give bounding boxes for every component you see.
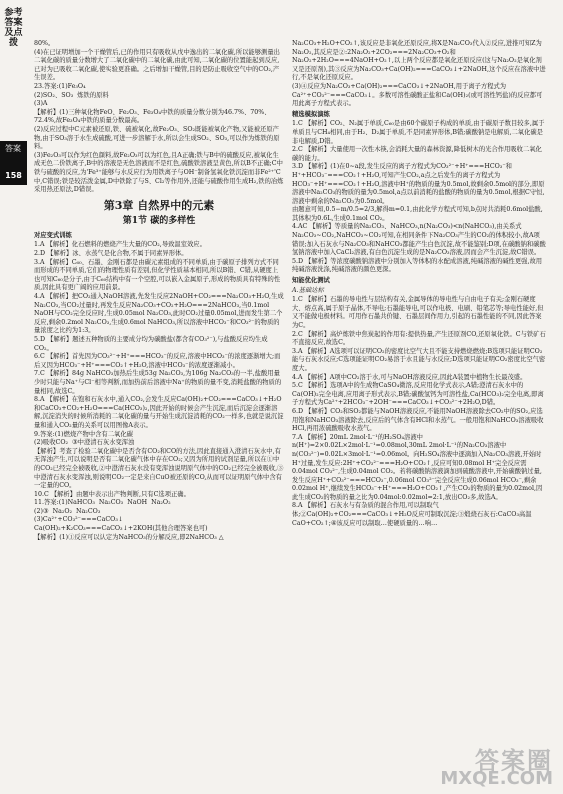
left-block-a [34, 40, 284, 195]
text-paragraph: 9.答案:(1)燃烧产物中含有二氧化碳 [34, 430, 133, 438]
watermark-logo [440, 747, 553, 789]
text-paragraph: 80%。 [34, 40, 55, 47]
right-block-b [292, 120, 546, 275]
page-number: 158 [5, 171, 22, 180]
right-heading-test: 知能优化测试 [292, 277, 330, 285]
text-paragraph: 7.A 【解析】20mL 2mol·L⁻¹的H₂SO₄溶液中n(H⁺)=2×0.02L×2mol·L⁻¹=0.08mol,30mL 2mol·L⁻¹的Na₂CO₃溶液中n(CO₃²⁻)=0.02L×3mol·L⁻¹=0.06mol。向H₂SO₄溶液中逐滴加入Na₂CO₃溶液,开始时H⁺过量,发生反应:2H⁺+CO₃²⁻===H₂O+CO₂↑,反应可知0.08mol H⁺完全反应需0.04mol CO₃²⁻,生成0.04mol CO₂。若将碳酸钠溶液滴加到硫酸溶液中,开始碳酸钠过量,发生反应H⁺+CO₃²⁻===HCO₃⁻,0.06mol CO₃²⁻完全反应生成0.06mol HCO₃⁻,剩余0.02mol H⁺,继续发生HCO₃⁻+H⁺===H₂O+CO₂↑,产生CO₂的物质的量为0.02mol,因此生成CO₂的物质的量之比为0.04mol:0.02mol=2:1,放出CO₂多,故选A。 [292, 433, 543, 501]
text-paragraph: (3)④反应为Na₂CO₃+Ca(OH)₂===CaCO₃↓+2NaOH,用于离子方程式为Ca²⁺+CO₃²⁻===CaCO₃↓。多数可溶性碳酸正盐和Ca(OH)₂(或可溶性钙盐)的反应都可用此离子方程式表示。 [292, 82, 543, 108]
right-subheading: A.基础达标 [292, 286, 324, 294]
text-paragraph: (3)A [34, 100, 48, 108]
text-paragraph: 10.C 【解析】由题中表示出产物判断,只有C选项正确。 [34, 490, 190, 498]
text-paragraph: 3.D 【解析】(1)在0~a段,发生反应的离子方程式为CO₃²⁻+H⁺===HCO₃⁻和H⁺+HCO₃⁻===CO₂↑+H₂O,可知产生CO₂,a点之后发生的离子方程式为HCO₃⁻+H⁺===CO₂↑+H₂O,溶液中H⁺的物质的量为0.5mol,故剩余0.5mol的部分,即原溶液中Na₂CO₃的物质的量为0.5mol,a点以前消耗的盐酸的物质的量为0.5mol,根据C守恒,溶液中剩余的Na₂CO₃为0.5mol。 [292, 163, 545, 205]
section-title: 第1节 碳的多样性 [122, 216, 196, 227]
text-paragraph: (2)③ Na₂O₂ Na₂CO₃ [34, 507, 101, 515]
text-paragraph: 【解析】(1)①反应可以认定为NaHCO₃的分解反应,即2NaHCO₃ △ [34, 533, 224, 541]
text-paragraph: 4.AC 【解析】等质量的Na₂CO₃、NaHCO₃,n(Na₂CO₃)<n(NaHCO₃),由关系式Na₂CO₃~CO₂,NaHCO₃~CO₂可知,在相同条件下Na₂CO₃产生的CO₂的体积较小,故A项错误;加入石灰水与Na₂CO₃和NaHCO₃都能产生白色沉淀,故不能鉴别;D项,在碳酸钠和碳酸氢钠溶液中加入CaCl₂溶液,有白色沉淀生成的是Na₂CO₃溶液,因而会产生沉淀,故C错误。 [292, 223, 546, 257]
text-paragraph: 2.C 【解析】大量使用一次性木筷,会消耗大量的森林资源,降低树木的光合作用吸收二氧化碳的能力。 [292, 146, 542, 162]
sidebar-top-label: 参考答案及点拨 [4, 8, 23, 48]
text-paragraph: 5.C 【解析】选项A中的生成物CaSO₄微溶,反应用化学式表示,A错;澄清石灰水中的Ca(OH)₂完全电离,应用离子形式表示,B错;碳酸氢钙为可溶性盐,Ca(HCO₃)₂完全电离,即离子方程式为Ca²⁺+2HCO₃⁻+2OH⁻===CaCO₃↓+CO₃²⁻+2H₂O,D错。 [292, 382, 544, 407]
text-paragraph: (3)Ca²⁺+CO₃²⁻===CaCO₃↓ [34, 516, 124, 524]
text-paragraph: 5.D 【解析】题述五种物质的主要成分均为碳酸盐(都含有CO₃²⁻),与盐酸反应均生成CO₂。 [34, 336, 268, 352]
text-paragraph: 由题意可知,0.5−m/0.5=2/3,解得m=0.1,由此化学方程式可知,b点时共消耗0.6mol盐酸,其体积为0.6L,生成0.1mol CO₂。 [292, 206, 543, 222]
text-paragraph: 2.D 【解析】冰、水蒸气是化合物,不属于同素异形体。 [34, 250, 188, 258]
text-paragraph: (4)在已证明增加一个干燥管后,已的作用只有吸收从戊中逸出的二氧化碳,所以能够测量出二氧化碳的质量分数增大了二氧化碳中的二氧化碳,由此可知,二氧化碳的位置能起到反应,已对为已吸收二氧化碳,使实验更准确。之后增加干燥管,目的是防止吸收空气中的CO₂,产生误差。 [34, 48, 280, 82]
text-paragraph: 6.D 【解析】CO₂和SO₂都能与NaOH溶液反应,不能用NaOH溶液除去CO₂中的SO₂,应选用饱和NaHCO₃溶液除去,反应后的气体含有HCl和水蒸气。一般用饱和NaHCO₃溶液吸收HCl,再用浓硫酸吸收水蒸气。 [292, 407, 544, 433]
left-block-b [34, 241, 284, 542]
text-paragraph: 【解析】考查了检验二氧化碳中是否含有CO₂和CO的方法,因此直接通入澄清石灰水中,有无浑浊产生,可以说明是否有二氧化碳气体中存在CO₂;又因为所用的试剂足量,所以在①中的CO₂已经完全被吸收,②中澄清石灰水没有变浑浊说明原气体中的CO₂已经完全被吸收,③中澄清石灰水变浑浊,则说明CO₂一定是来自CuO被还原的CO,从而可以证明原气体中含有一定量的CO。 [34, 447, 284, 490]
right-block-a [292, 40, 546, 109]
text-paragraph: (3)Fe₂O₃可以作为红色颜料,故Fe₂O₃可以为红色,且A正确;铁与B中的硫酸反应,被氧化生成无色二价铁离子,B中的溶液是无色溶液而不是红色,硫酸铁溶液呈黄色,所以B不正确;C中铁与硫酸的反应,为'Fe³⁺能够与水反应行为用铁离子与OH⁻制备氢氧化铁沉淀而非Fe²⁺'C中,C错误;铁是较活泼金属,D中铁除了与S、Cl₂等作用外,还能与硫酸作用生成H₂,铁的冶炼采用热还原法,D错误。 [34, 151, 284, 194]
watermark-line1: 答案圈 [475, 747, 553, 775]
text-paragraph: 5.D 【解析】等浓度碳酸钠溶液中分别加入等体积的水配成溶液,纯碱溶液的碱性更强,故用纯碱溶液洗涤,纯碱溶液的颜色更深。 [292, 257, 543, 274]
text-paragraph: (2)反应过程中C元素被还原,铁、硫被氧化,故Fe₂O₃、SO₂既能被氧化产物,又能被还原产物,由于SO₃溶于水生成硫酸,可进一步溶解于水,所以会生成SO₂、SO₃,可以作为炼铁的原料。 [34, 125, 280, 151]
text-paragraph: (2)SO₂、SO₃ 炼铁的原料 [34, 91, 109, 99]
text-paragraph: 4.A 【解析】把CO₂通入NaOH溶液,先发生反应2NaOH+CO₂===Na₂CO₃+H₂O,生成Na₂CO₃,当CO₂过量时,再发生反应Na₂CO₃+CO₂+H₂O===2NaHCO₃,当0.1mol NaOH与CO₂完全反应时,生成0.05mol Na₂CO₃,此时CO₂过量0.05mol,进而发生第二个反应,剩余0.2mol Na₂CO₃,生成0.6mol NaHCO₃,所以溶液中HCO₃⁻和CO₃²⁻的物质的量浓度之比约为1:3。 [34, 293, 284, 335]
text-paragraph: 23.答案:(1)Fe₃O₄ [34, 82, 86, 90]
text-paragraph: 6.C 【解析】首先因为CO₃²⁻+H⁺===HCO₃⁻的反应,溶液中HCO₃⁻的浓度逐渐增大;而后又因为HCO₃⁻+H⁺===CO₂↑+H₂O,溶液中HCO₃⁻的浓度逐渐减小。 [34, 353, 281, 369]
text-paragraph: 3.A 【解析】C₆₀、石墨、金刚石都是由碳元素组成的不同单质,由于碳原子排列方式不同而形成的不同单质,它们的物理性质有差别,但化学性质基本相同,所以B错、C错,从硬度上也可知C₆₀是分子,由于C₆₀结构中有一个空腔,可以嵌入金属原子,形成的物质具有特殊的性质,因此具有更广阔的应用前景。 [34, 258, 281, 292]
text-paragraph: 1.C 【解析】CO₂、N₂属于单质,C₆₀是由60个碳原子构成的单质,由于碳原子数目较多,属于单质且与CH₄相同,由于H₂、D₂属于单质,不是同素异形体,B错;碳酸钠是电解质,二氧化碳是非电解质,D错。 [292, 120, 545, 145]
text-paragraph: 8.A 【解析】石灰水与有杂质的混合作用,可以制取气体;②Ca(OH)₂+CO₂===CaCO₃↓+H₂O反应可制取沉淀;③煅烧石灰石:CaCO₃高温CaO+CO₂↑;④该反应可以制取…使硬质量的…响… [292, 502, 532, 527]
text-paragraph: (2)吸收CO₂ ③中澄清石灰水变浑浊 [34, 439, 135, 447]
answer-tab [0, 141, 27, 185]
right-column [292, 40, 546, 528]
text-paragraph: 11.答案:(1)NaHCO₃ Na₂CO₃ NaOH Na₂O₂ [34, 499, 171, 507]
text-paragraph: 8.A 【解析】在饱和石灰水中,通入CO₂,会发生反应Ca(OH)₂+CO₂===CaCO₃↓+H₂O和CaCO₃+CO₂+H₂O===Ca(HCO₃)₂,因此开始的时候会产生沉淀,而后沉淀会逐渐溶解,沉淀消失的时候所消耗的二氧化碳的量与开始生成沉淀消耗的CO₂一样多,也就是说沉淀量和通入CO₂量的关系可以用图像A表示。 [34, 396, 284, 429]
text-paragraph: Na₂CO₃+H₂O+CO₂↑,该反应是非氧化还原反应,将X是Na₂CO₃代入②反应,进推可知Z为Na₂O₂,其反应是②:2Na₂O₂+2CO₂===2Na₂CO₃+O₂和Na₂O₂+2H₂O===4NaOH+O₂↑,以上两个反应都是氧化还原反应(这与Na₂O₂是氧化剂又是还原剂),其③反应为Na₂CO₃+Ca(OH)₂===CaCO₃↓+2NaOH,这个反应在溶液中进行,不是氧化还原反应。 [292, 40, 546, 82]
text-paragraph: Ca(OH)₂+K₂CO₃===CaCO₃↓+2KOH(其他合理答案也可) [34, 525, 208, 533]
chapter-title: 第3章 自然界中的元素 [103, 198, 215, 212]
text-paragraph: 1.C 【解析】石墨的导电性与层结构有关,金属导体的导电性与自由电子有关;金刚石硬度大、熔点高,属于原子晶体,不导电;石墨能导电,可以作电极、电刷、铅笔芯等;导电性能好,但又不能做电极材料。可用作石墨共价键、石墨层间作用力,引起的石墨性能的不同,因此答案为C。 [292, 296, 544, 329]
text-paragraph: 7.C 【解析】84g NaHCO₃加热后生成53g Na₂CO₃,为106g Na₂CO₃的一半,盐酸用量少时只能与Na⁺与Cl⁻相等判断,而加热前后溶液中Na⁺的物质的量不变,消耗盐酸的物质的量相同,故选C。 [34, 370, 282, 395]
right-block-c [292, 296, 546, 528]
right-heading-practice: 精选模拟演练 [292, 110, 330, 118]
text-paragraph: 4.A 【解析】A项中CO₂溶于水,可与NaOH溶液反应,因此A装置中植物生长最茂盛。 [292, 373, 527, 381]
left-column [34, 40, 284, 542]
text-paragraph: 2.C 【解析】高炉炼铁中焦炭起的作用有:提供热量,产生还原剂CO,还原氧化铁。C与铁矿石不直接反应,故选C。 [292, 330, 546, 347]
answer-tab-label: 答案 [5, 144, 21, 153]
watermark-line2: MXQE.COM [440, 768, 553, 789]
text-paragraph: 3.A 【解析】A选项可以证明CO₂的密度比空气大且不能支持燃烧燃烧;B选项只能证明CO₂能与石灰水反应;C选项能证明CO₂易溶于水且能与水反应;D选项只能证明CO₂密度比空气密度大。 [292, 347, 546, 372]
text-paragraph: 【解析】(1)三种氧化物FeO、Fe₂O₃、Fe₃O₄中铁的质量分数分别为46.7%、70%、72.4%,故Fe₃O₄中铁的质量分数最高。 [34, 108, 271, 125]
sidebar [0, 0, 27, 794]
text-paragraph: 1.A 【解析】化石燃料的燃烧产生大量的CO₂,导致温室效应。 [34, 241, 206, 249]
left-heading: 对应变式训练 [34, 231, 72, 239]
